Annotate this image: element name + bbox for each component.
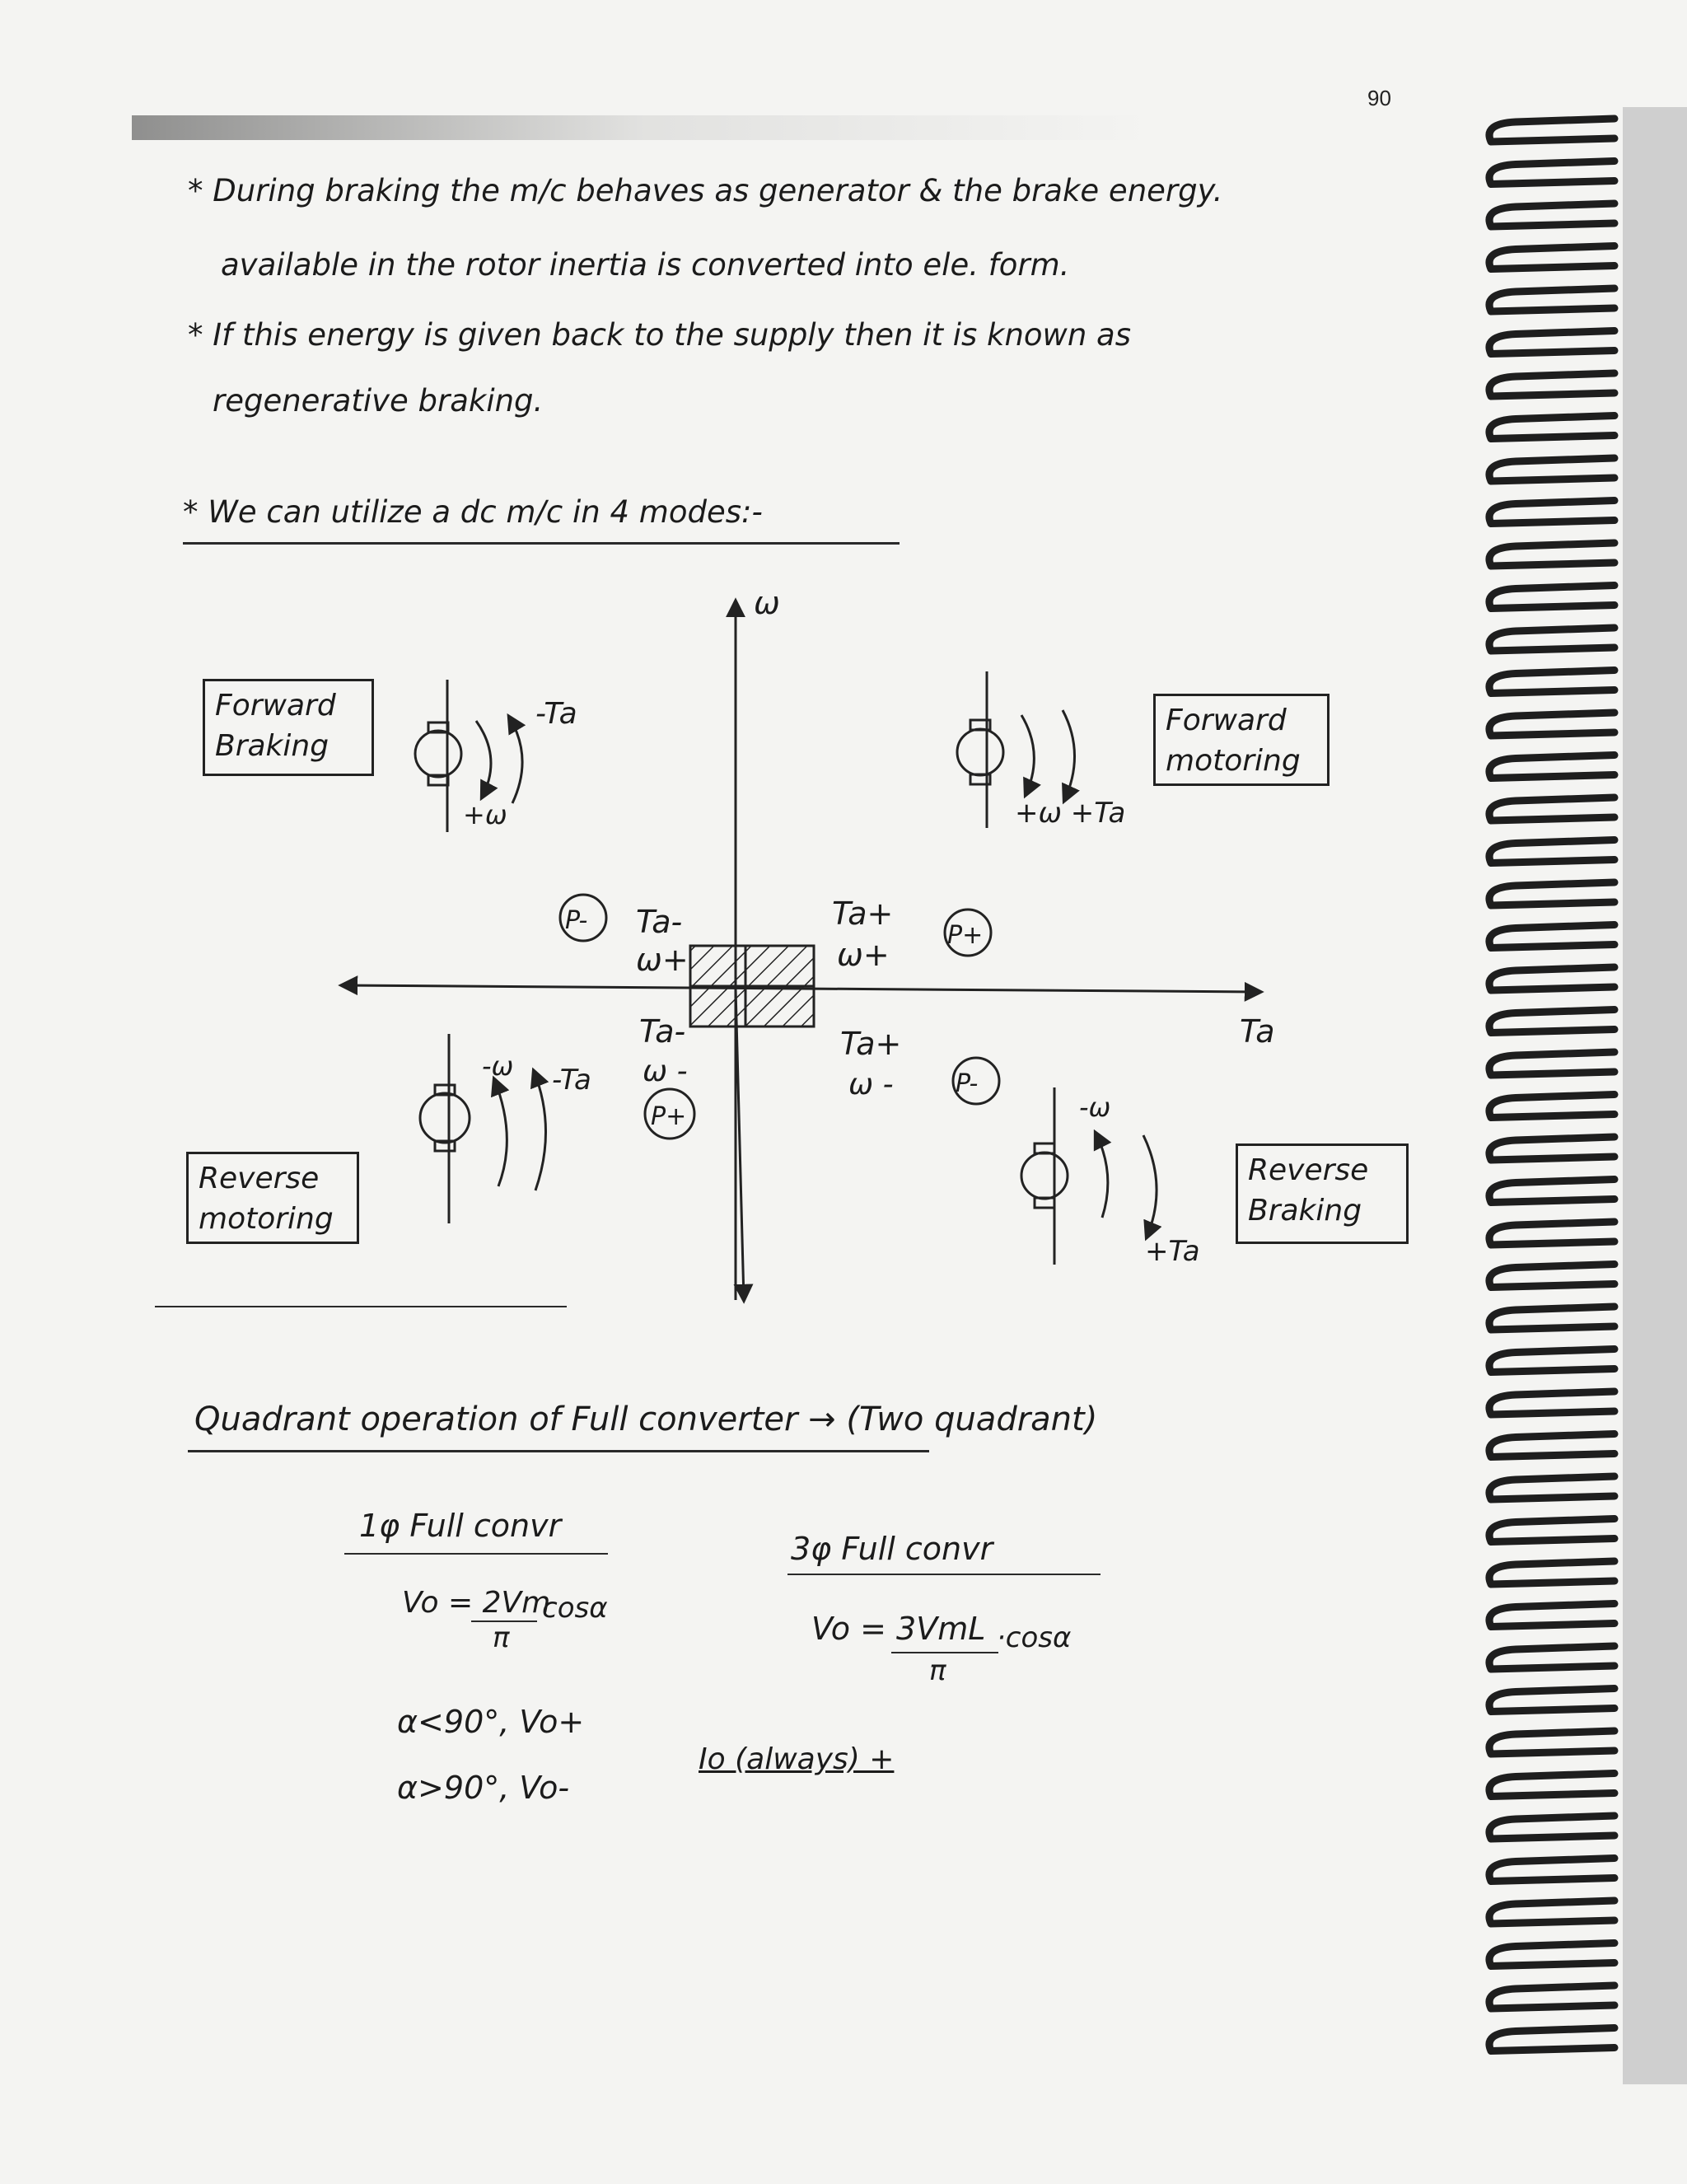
- binding-coil: [1489, 586, 1615, 609]
- q4-torque-label: +Ta: [1145, 1235, 1200, 1268]
- q4-speed-label: -ω: [1079, 1092, 1111, 1123]
- forward-motoring-line1: Forward: [1166, 704, 1287, 737]
- note-line-1: * During braking the m/c behaves as generator & the brake energy.: [188, 173, 1223, 208]
- reverse-motoring-line1: Reverse: [199, 1162, 320, 1195]
- center-q3-labels: [639, 1013, 694, 1139]
- io-always-positive: Io (always) +: [699, 1742, 895, 1776]
- binding-coil: [1489, 1689, 1615, 1712]
- center-q1-power: P+: [947, 921, 984, 950]
- quadrant-heading: Quadrant operation of Full converter → (Two quadrant): [194, 1401, 1098, 1438]
- single-phase-title: 1φ Full convr: [359, 1508, 562, 1544]
- binding-coil: [1489, 797, 1615, 821]
- binding-coil: [1489, 1307, 1615, 1330]
- binding-coil: [1489, 1901, 1615, 1924]
- center-q2-line1: Ta-: [636, 904, 683, 940]
- binding-coil: [1489, 1646, 1615, 1669]
- q3-speed-label: -ω: [482, 1050, 514, 1082]
- binding-coil: [1489, 1774, 1615, 1797]
- binding-coil: [1489, 713, 1615, 736]
- binding-coil: [1489, 203, 1615, 227]
- binding-coil: [1489, 1010, 1615, 1033]
- spiral-binding: [1458, 107, 1687, 2084]
- center-q3-power: P+: [651, 1102, 687, 1131]
- forward-braking-line2: Braking: [215, 728, 329, 763]
- center-q1-line1: Ta+: [832, 896, 894, 932]
- condition-alpha-less-90: α<90°, Vo+: [397, 1704, 585, 1740]
- binding-coil: [1489, 1434, 1615, 1457]
- binding-coil: [1489, 1052, 1615, 1075]
- binding-coil: [1489, 119, 1615, 142]
- three-phase-formula-tail: ·cosα: [997, 1621, 1072, 1654]
- center-q2-power: P-: [565, 906, 588, 935]
- reverse-braking-line2: Braking: [1248, 1193, 1362, 1228]
- three-phase-formula-den: π: [929, 1654, 946, 1687]
- q2-torque-label: -Ta: [535, 697, 577, 731]
- q2-speed-label: +ω: [463, 799, 507, 830]
- reverse-braking-line1: Reverse: [1248, 1153, 1369, 1187]
- single-phase-formula-num: Vo = 2Vm: [402, 1586, 551, 1620]
- binding-coil: [1489, 373, 1615, 396]
- binding-coil: [1489, 1561, 1615, 1584]
- reverse-motoring-line2: motoring: [199, 1201, 334, 1236]
- binding-coil: [1489, 416, 1615, 439]
- three-phase-fraction-bar: [891, 1652, 998, 1653]
- center-q3-line1: Ta-: [639, 1013, 686, 1050]
- q1-label: +ω +Ta: [1015, 797, 1126, 830]
- binding-coil: [1489, 1943, 1615, 1967]
- center-q4-line1: Ta+: [840, 1026, 902, 1062]
- binding-coil: [1489, 1816, 1615, 1839]
- binding-coil: [1489, 501, 1615, 524]
- binding-coil: [1489, 1731, 1615, 1754]
- binding-coil: [1489, 1519, 1615, 1542]
- binding-coil: [1489, 840, 1615, 863]
- single-phase-underline: [344, 1553, 608, 1555]
- binding-coil: [1489, 671, 1615, 694]
- note-line-3: * If this energy is given back to the supply then it is known as: [188, 317, 1131, 353]
- binding-coil: [1489, 1265, 1615, 1288]
- single-phase-formula-den: π: [493, 1621, 510, 1654]
- three-phase-title: 3φ Full convr: [791, 1531, 993, 1567]
- center-q4-labels: [840, 1026, 999, 1104]
- binding-coil: [1489, 1476, 1615, 1499]
- quadrant-heading-underline: [188, 1450, 929, 1452]
- single-phase-formula-tail: cosα: [542, 1592, 608, 1625]
- binding-coil: [1489, 2028, 1615, 2051]
- binding-coil: [1489, 1180, 1615, 1203]
- binding-coil: [1489, 458, 1615, 481]
- binding-coil: [1489, 1859, 1615, 1882]
- three-phase-underline: [787, 1574, 1101, 1575]
- center-q3-line2: ω -: [643, 1055, 688, 1088]
- condition-alpha-greater-90: α>90°, Vo-: [397, 1770, 570, 1806]
- binding-coil: [1489, 161, 1615, 185]
- note-line-2: available in the rotor inertia is converted into ele. form.: [221, 247, 1070, 283]
- three-phase-formula-num: Vo = 3VmL: [811, 1611, 986, 1647]
- binding-coil: [1489, 1095, 1615, 1118]
- x-axis-label: Ta: [1240, 1013, 1275, 1050]
- binding-coil: [1489, 331, 1615, 354]
- note-line-4: regenerative braking.: [213, 383, 544, 419]
- center-q2-line2: ω+: [636, 942, 689, 978]
- forward-braking-line1: Forward: [215, 689, 336, 723]
- center-q4-line2: ω -: [848, 1068, 894, 1101]
- forward-motoring-line2: motoring: [1166, 743, 1301, 778]
- center-q1-line2: ω+: [837, 937, 890, 973]
- binding-coil: [1489, 1604, 1615, 1627]
- q3-torque-label: -Ta: [552, 1064, 591, 1097]
- binding-coil: [1489, 1985, 1615, 2009]
- separator-line: [155, 1306, 567, 1307]
- modes-heading: * We can utilize a dc m/c in 4 modes:-: [183, 494, 763, 530]
- binding-coil: [1489, 1349, 1615, 1373]
- binding-coil: [1489, 882, 1615, 905]
- center-q1-labels: [832, 896, 991, 973]
- center-q4-power: P-: [956, 1069, 979, 1098]
- binding-coil: [1489, 1137, 1615, 1160]
- binding-coil: [1489, 1391, 1615, 1415]
- center-hatch: [690, 946, 814, 1027]
- center-q2-labels: [560, 895, 689, 978]
- binding-coil: [1489, 628, 1615, 651]
- page-number: 90: [1367, 86, 1391, 110]
- binding-coil: [1489, 543, 1615, 566]
- binding-coil: [1489, 967, 1615, 990]
- binding-coil: [1489, 288, 1615, 311]
- binding-coil: [1489, 755, 1615, 779]
- binding-coil: [1489, 246, 1615, 269]
- y-axis-label: ω: [754, 585, 780, 621]
- binding-coil: [1489, 1222, 1615, 1245]
- binding-coil: [1489, 925, 1615, 948]
